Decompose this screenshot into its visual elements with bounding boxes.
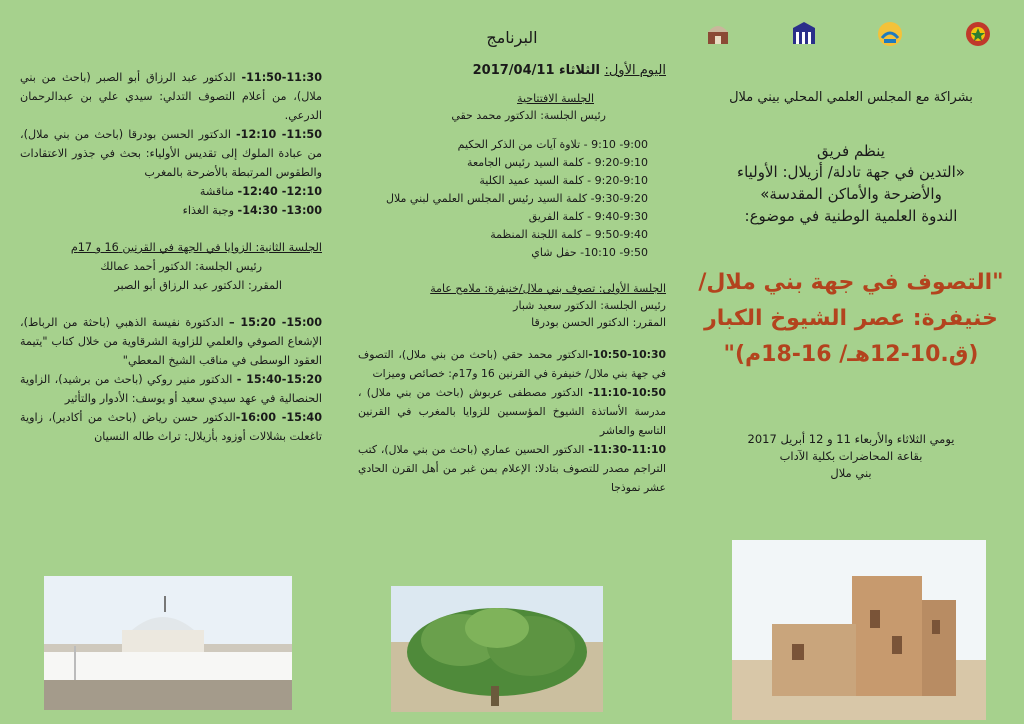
team-logo-icon — [876, 20, 904, 48]
city-line: بني ملال — [830, 466, 872, 480]
talk-item: 10:50-10:30-الدكتور محمد حقي (باحث من بني ملال)، التصوف في جهة بني ملال/ خنيفرة في القرنين 16 و17م: خصائص وميزات — [358, 348, 666, 380]
session-title: الجلسة الثانية: الزوايا في الجهة في القرنين 16 و 17م — [70, 241, 322, 254]
talk-item: 15:40- 16:00-الدكتور حسن رياض (باحث من أكادير)، زاوية تاغعلت بشلالات أوزود بأزيلال: تراث طاله النسيان — [20, 411, 322, 443]
talk-item: 11:30-11:10- الدكتور الحسين عماري (باحث من بني ملال)، كتب التراجم مصدر للتصوف بتادلا: الإعلام بمن غبر من أهل القرن الحادي عشر نموذجا — [358, 443, 666, 494]
opening-session-title: الجلسة الافتتاحية — [517, 92, 594, 105]
session-chair: رئيس الجلسة: الدكتور أحمد عمالك — [100, 260, 262, 273]
event-title — [696, 265, 1006, 373]
session-rapporteur: المقرر: الدكتور الحسن بودرقا — [531, 316, 666, 329]
talk-item: 15:00- 15:20 – الدكتورة نفيسة الذهبي (باحثة من الرباط)، الإشعاع الصوفي والعلمي للزاوية الشرقاوية من خلال كتاب "يتيمة العقود الوسطى في مناقب الشيخ المعطي" — [20, 316, 322, 367]
schedule-row: 9:40-9:30 - كلمة الفريق — [528, 210, 648, 223]
university-logo-icon — [704, 20, 732, 48]
talk-item: 15:40-15:20 - الدكتور منير روكي (باحث من برشيد)، الزاوية الحنصالية في عهد سيدي سعيد أو يوسف: الأدوار والتأثير — [20, 373, 322, 405]
schedule-row: 9:30-9:20- كلمة السيد رئيس المجلس العلمي لبني ملال — [385, 192, 648, 205]
event-title-line: (ق.10-12هـ/ 16-18م)" — [723, 342, 979, 367]
program-item: 12:10- 12:40- مناقشة — [199, 185, 322, 198]
organizer-line: ينظم فريق — [817, 142, 885, 160]
session-chair: رئيس الجلسة: الدكتور سعيد شبار — [513, 299, 666, 312]
program-item: 11:50-11:30- الدكتور عبد الرزاق أبو الصبر (باحث من بني ملال)، من أعلام التصوف التدلي: سيدي علي بن عبدالرحمان الدرعي. — [20, 71, 322, 122]
event-title-line: "التصوف في جهة بني ملال/ — [698, 270, 1004, 295]
faculty-logo-icon — [790, 20, 818, 48]
kasbah-photo — [732, 540, 986, 720]
program-title: البرنامج — [486, 28, 538, 47]
seminar-intro: الندوة العلمية الوطنية في موضوع: — [744, 207, 958, 225]
council-logo-icon — [964, 20, 992, 48]
schedule-row: 9:20-9:10 - كلمة السيد عميد الكلية — [479, 174, 648, 187]
event-title-line: خنيفرة: عصر الشيوخ الكبار — [704, 306, 998, 331]
program-item: 13:00- 14:30- وجبة الغذاء — [182, 204, 322, 217]
session-title: الجلسة الأولى: تصوف بني ملال/خنيفرة: ملامح عامة — [430, 282, 666, 295]
opening-session-chair: رئيس الجلسة: الدكتور محمد حقي — [451, 109, 606, 122]
event-dates — [696, 431, 1006, 482]
team-name-line: والأضرحة والأماكن المقدسة» — [760, 185, 942, 203]
schedule-row: 9:50-9:40 – كلمة اللجنة المنظمة — [490, 228, 648, 241]
day-heading: اليوم الأول: الثلاثاء 2017/04/11 — [472, 63, 666, 78]
partnership-line: بشراكة مع المجلس العلمي المحلي بيني ملال — [729, 90, 973, 105]
schedule-row: 9:20-9:10 - كلمة السيد رئيس الجامعة — [467, 156, 648, 169]
plant-photo — [391, 586, 603, 712]
schedule-row: 9:00- 9:10 - تلاوة آيات من الذكر الحكيم — [457, 138, 648, 151]
schedule-row: 9:50- 10:10- حفل شاي — [531, 246, 648, 259]
session-rapporteur: المقرر: الدكتور عبد الرزاق أبو الصبر — [114, 279, 282, 292]
mausoleum-photo — [44, 576, 292, 710]
date-line: يومي الثلاثاء والأربعاء 11 و 12 أبريل 2017 — [747, 432, 955, 446]
schedule-list — [358, 136, 666, 262]
talk-item: 11:10-10:50- الدكتور مصطفى عربوش (باحث من بني ملال) ، مدرسة الأساتذة الشيوخ المؤسسين للزوايا بالمغرب في القرنين التاسع والعاشر — [358, 386, 666, 437]
venue-line: بقاعة المحاضرات بكلية الآداب — [779, 449, 923, 463]
logo-strip — [696, 20, 1010, 58]
program-item: 11:50- 12:10- الدكتور الحسن بودرقا (باحث من بني ملال)، من عبادة الملوك إلى تقديس الأولياء: بحث في جذور الاعتقادات والطقوس المرتبطة بالأضرحة بالمغرب — [20, 128, 322, 179]
team-name-line: «التدين في جهة تادلة/ أزيلال: الأولياء — [737, 163, 965, 181]
